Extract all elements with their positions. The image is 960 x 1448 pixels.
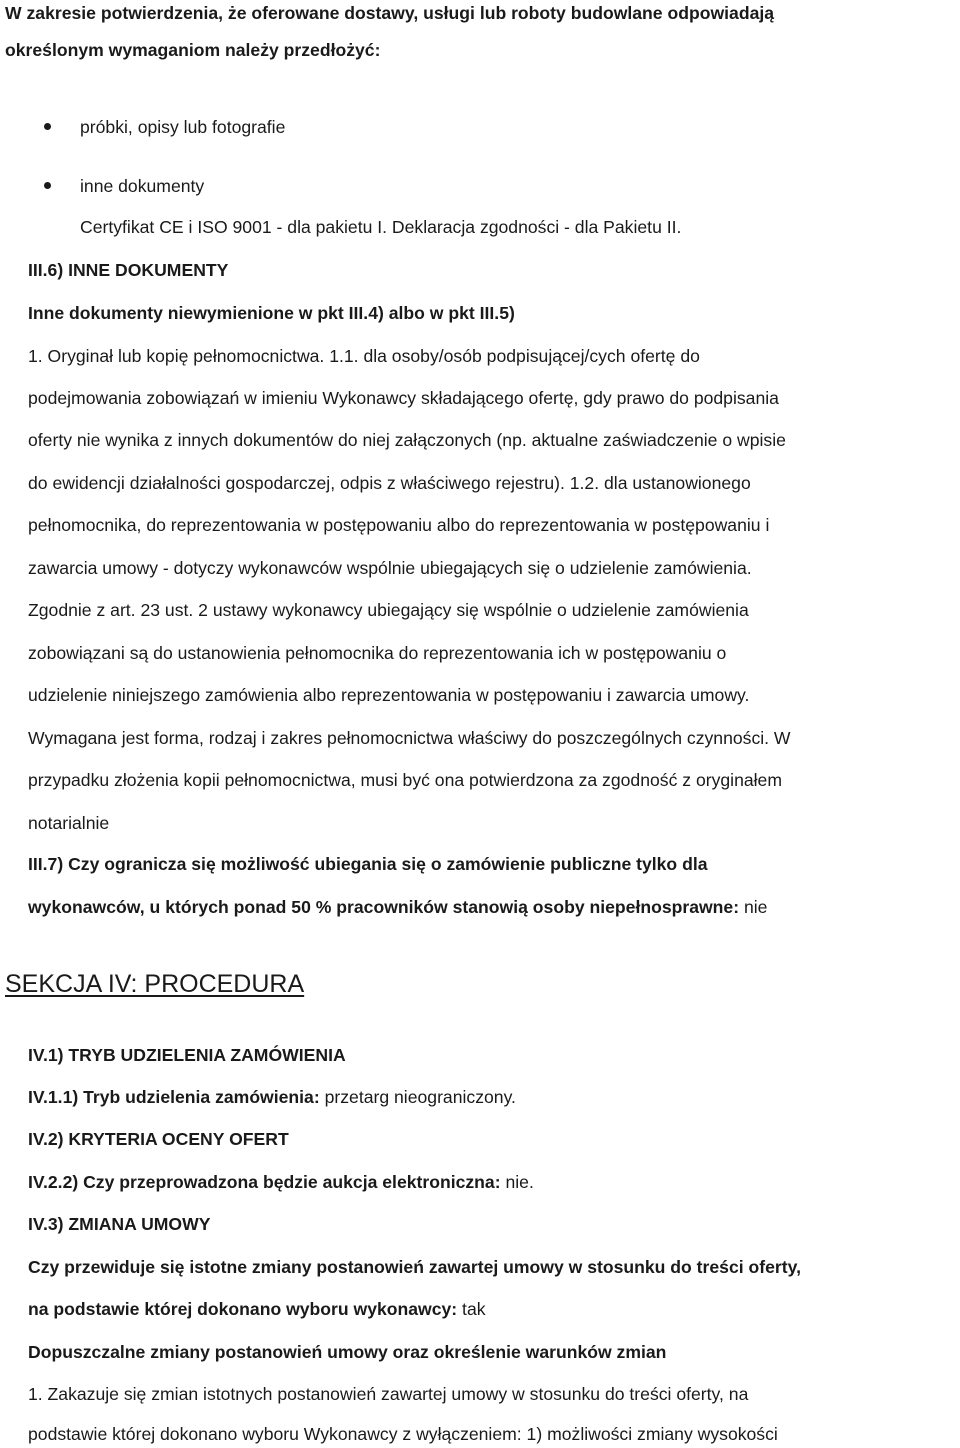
paragraph-line: zobowiązani są do ustanowienia pełnomocnika do reprezentowania ich w postępowaniu o — [28, 643, 727, 663]
paragraph-line: przypadku złożenia kopii pełnomocnictwa, musi być ona potwierdzona za zgodność z oryginałem — [28, 770, 782, 790]
paragraph-line: podstawie której dokonano wyboru Wykonawcy z wyłączeniem: 1) możliwości zmiany wysokości — [28, 1424, 778, 1444]
paragraph-line: oferty nie wynika z innych dokumentów do niej załączonych (np. aktualne zaświadczenie o wpisie — [28, 430, 786, 450]
iv3-allowed-changes-title: Dopuszczalne zmiany postanowień umowy oraz określenie warunków zmian — [28, 1342, 667, 1362]
intro-line-1: W zakresie potwierdzenia, że oferowane dostawy, usługi lub roboty budowlane odpowiadają — [5, 3, 775, 23]
paragraph-line: notarialnie — [28, 813, 110, 833]
iv3-question-line-1: Czy przewiduje się istotne zmiany postanowień zawartej umowy w stosunku do treści oferty, — [28, 1257, 801, 1277]
paragraph-line: udzielenie niniejszego zamówienia albo reprezentowania w postępowaniu i zawarcia umowy. — [28, 685, 750, 705]
section-heading: SEKCJA IV: PROCEDURA — [5, 970, 305, 998]
paragraph-line: Zgodnie z art. 23 ust. 2 ustawy wykonawcy ubiegający się wspólnie o udzielenie zamówienia — [28, 600, 749, 620]
list-item: inne dokumenty — [80, 176, 205, 196]
subsection-iv1: IV.1) TRYB UDZIELENIA ZAMÓWIENIA — [28, 1045, 346, 1065]
subsection-iv3: IV.3) ZMIANA UMOWY — [28, 1214, 211, 1234]
section-subtitle-iii6: Inne dokumenty niewymienione w pkt III.4) albo w pkt III.5) — [28, 303, 515, 323]
bullet-icon — [44, 182, 51, 189]
iv22-label: IV.2.2) Czy przeprowadzona będzie aukcja elektroniczna: — [28, 1172, 501, 1192]
certificate-line: Certyfikat CE i ISO 9001 - dla pakietu I. Deklaracja zgodności - dla Pakietu II. — [80, 217, 682, 237]
list-item: próbki, opisy lub fotografie — [80, 117, 286, 137]
bullet-icon — [44, 123, 51, 130]
intro-line-2: określonym wymaganiom należy przedłożyć: — [5, 40, 381, 60]
iv3-question-line-2 — [28, 1298, 486, 1320]
paragraph-line: do ewidencji działalności gospodarczej, odpis z właściwego rejestru). 1.2. dla ustanowionego — [28, 473, 751, 493]
iv11-label: IV.1.1) Tryb udzielenia zamówienia: — [28, 1087, 320, 1107]
section-iii7-answer: nie — [739, 897, 768, 917]
iv11-value: przetarg nieograniczony. — [319, 1087, 516, 1107]
paragraph-line: pełnomocnika, do reprezentowania w postępowaniu albo do reprezentowania w postępowaniu i — [28, 515, 770, 535]
subsection-iv22 — [28, 1171, 534, 1193]
paragraph-line: 1. Zakazuje się zmian istotnych postanowień zawartej umowy w stosunku do treści oferty, na — [28, 1384, 749, 1404]
section-iii7-line-2 — [28, 896, 767, 918]
iv3-question-label: na podstawie której dokonano wyboru wykonawcy: — [28, 1299, 458, 1319]
paragraph-line: zawarcia umowy - dotyczy wykonawców wspólnie ubiegających się o udzielenie zamówienia. — [28, 558, 752, 578]
iv3-question-answer: tak — [457, 1299, 486, 1319]
section-title-iii6: III.6) INNE DOKUMENTY — [28, 260, 229, 280]
section-iii7-question: wykonawców, u których ponad 50 % pracowników stanowią osoby niepełnosprawne: — [28, 897, 740, 917]
paragraph-line: 1. Oryginał lub kopię pełnomocnictwa. 1.1. dla osoby/osób podpisującej/cych ofertę do — [28, 346, 700, 366]
section-iii7-line-1: III.7) Czy ogranicza się możliwość ubiegania się o zamówienie publiczne tylko dla — [28, 854, 708, 874]
paragraph-line: podejmowania zobowiązań w imieniu Wykonawcy składającego ofertę, gdy prawo do podpisania — [28, 388, 779, 408]
subsection-iv11 — [28, 1086, 516, 1108]
subsection-iv2: IV.2) KRYTERIA OCENY OFERT — [28, 1129, 289, 1149]
paragraph-line: Wymagana jest forma, rodzaj i zakres pełnomocnictwa właściwy do poszczególnych czynności. W — [28, 728, 791, 748]
iv22-value: nie. — [500, 1172, 534, 1192]
